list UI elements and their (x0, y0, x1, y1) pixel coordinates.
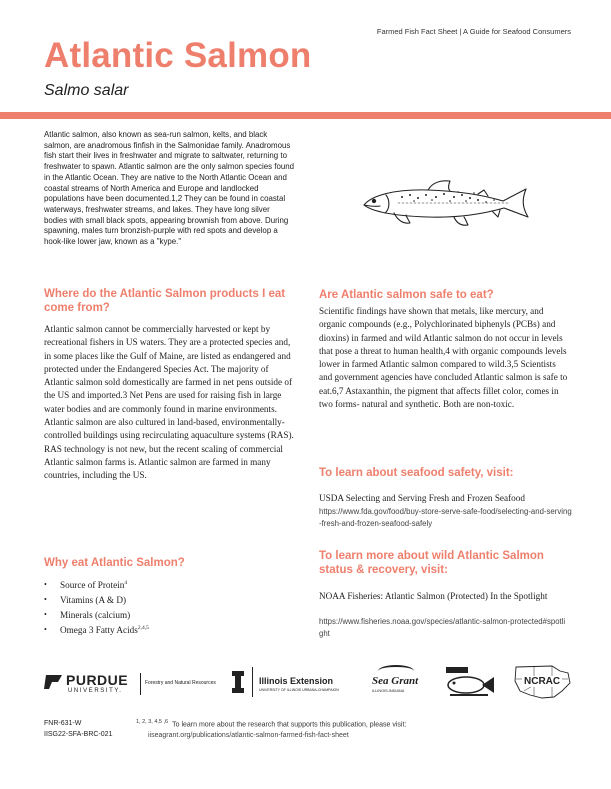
list-item: • Minerals (calcium) (44, 610, 149, 625)
safety-link-url[interactable]: https://www.fda.gov/food/buy-store-serve-safe-food/selecting-and-serving-fresh-and-frozen-seafood-safely (319, 507, 572, 528)
wild-link-label: NOAA Fisheries: Atlantic Salmon (Protected) In the Spotlight (319, 591, 548, 601)
illinois-logo: Illinois Extension UNIVERSITY OF ILLINOIS URBANA-CHAMPAIGN (232, 667, 382, 699)
partner-logos (44, 663, 579, 703)
list-item: • Vitamins (A & D) (44, 595, 149, 610)
list-item: • Source of Protein$^4$ (44, 580, 149, 595)
purdue-train-icon (44, 673, 66, 691)
sea-grant-logo: Sea Grant ILLINOIS-INDIANA (372, 665, 432, 699)
intro-paragraph: Atlantic salmon, also known as sea-run salmon, kelts, and black salmon, are anadromous finfish in the Salmonidae family. Anadromous fish start their lives in freshwater and migrate to saltwater, returning to freshwater to spawn. Atlantic salmon are the only salmon species found in the Atlantic Ocean. They are native to the North Atlantic Ocean and coastal streams of North America and Europe and landlocked populations have been documented.1,2 They can be found in coastal waterways, freshwater streams, and lakes. They have long silver bodies with small black spots, appearing brownish from above. During spawning, males turn bronzish-purple with red spots and develop a hook-like lower jaw, known as a "kype." (44, 130, 295, 247)
series-label: Farmed Fish Fact Sheet | A Guide for Seafood Consumers (376, 27, 571, 36)
fish-icon (440, 663, 498, 701)
salmon-illustration (358, 175, 533, 230)
scientific-name: Salmo salar (44, 82, 129, 99)
where-body: Atlantic salmon cannot be commercially harvested or kept by recreational fishers in US waters. They are a protected species and, in some places like the Gulf of Maine, are listed as endangered and protected under the Endangered Species Act. The majority of Atlantic salmon sold domestically are farmed in net pens outside of the US and imported.3 Net Pens are used for raising fish in large water bodies and are commonly found in marine environments. Atlantic salmon are also cultured in land-based, environmentally-controlled buildings using recirculating aquaculture systems (RAS). RAS technology is not new, but the recent scaling of commercial Atlantic salmon farms is. Atlantic salmon are farmed in many countries, including the US. (44, 324, 294, 481)
where-heading: Where do the Atlantic Salmon products I eat come from? (44, 288, 286, 314)
purdue-logo: PURDUE UNIVERSITY. Forestry and Natural Resources (44, 671, 244, 697)
footer-text: To learn more about the research that supports this publication, please visit: (172, 721, 407, 729)
fish-partner-logo (440, 663, 498, 701)
safe-body: Scientific findings have shown that metals, like mercury, and organic compounds (e.g., Polychlorinated biphenyls (PCBs) and dioxins) in farmed and wild Atlantic salmon do not occur in levels that pose a threat to human health,4 with organic compounds levels lower in farmed Atlantic salmon compared to wild.3,5 Scientists and government agencies have concluded Atlantic salmon is safe to eat.6,7 Astaxanthin, the pigment that affects fillet color, comes in two forms- natural and synthetic. Both are non-toxic. (319, 306, 568, 410)
publication-codes (44, 718, 112, 740)
why-heading: Why eat Atlantic Salmon? (44, 557, 185, 569)
header-divider (0, 112, 611, 119)
footer-note (136, 717, 576, 741)
reference-numbers: 1, 2, 3, 4,5 ,6 (136, 719, 169, 725)
illinois-i-icon (232, 671, 244, 693)
ncrac-logo: NCRAC (512, 663, 574, 701)
footer-url[interactable]: iiseagrant.org/publications/atlantic-salmon-farmed-fish-fact-sheet (148, 732, 349, 740)
safety-links-heading: To learn about seafood safety, visit: (319, 467, 514, 479)
wild-links-heading: To learn more about wild Atlantic Salmon status & recovery, visit: (319, 550, 544, 576)
safe-heading: Are Atlantic salmon safe to eat? (319, 289, 494, 301)
wild-link-url[interactable]: https://www.fisheries.noaa.gov/species/atlantic-salmon-protected#spotlight (319, 617, 566, 638)
safety-link-label: USDA Selecting and Serving Fresh and Frozen Seafood (319, 493, 525, 503)
publication-code: FNR-631-W (44, 720, 82, 727)
page-title: Atlantic Salmon (44, 36, 312, 75)
publication-code: IISG22-SFA-BRC-021 (44, 731, 113, 738)
list-item: • Omega 3 Fatty Acids$^{2,4,5}$ (44, 625, 149, 640)
benefits-list (44, 580, 149, 640)
